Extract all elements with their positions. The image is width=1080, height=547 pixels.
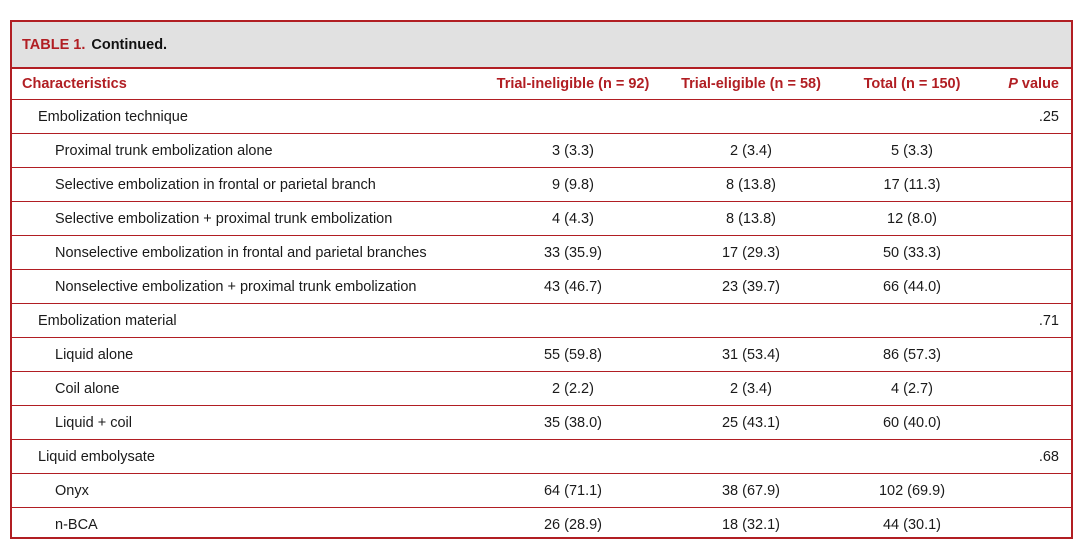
table-title-text: Continued. [91,36,168,53]
table-row [12,338,1071,372]
cell-ineligible [484,440,662,474]
row-label: Liquid + coil [12,406,484,440]
cell-p-value [984,406,1071,440]
cell-p-value: .25 [984,100,1071,134]
cell-p-value [984,236,1071,270]
cell-eligible: 2 (3.4) [662,372,840,406]
header-characteristics: Characteristics [12,69,484,100]
header-row [12,69,1071,100]
table-row [12,440,1071,474]
cell-total [840,100,984,134]
cell-ineligible: 43 (46.7) [484,270,662,304]
cell-ineligible: 3 (3.3) [484,134,662,168]
table-row [12,304,1071,338]
row-label: Coil alone [12,372,484,406]
cell-eligible: 23 (39.7) [662,270,840,304]
cell-eligible: 8 (13.8) [662,202,840,236]
row-label: Selective embolization + proximal trunk embolization [12,202,484,236]
cell-p-value [984,168,1071,202]
table-row [12,202,1071,236]
cell-total [840,440,984,474]
cell-p-value [984,508,1071,540]
row-label: Nonselective embolization in frontal and parietal branches [12,236,484,270]
cell-p-value: .71 [984,304,1071,338]
row-label: Proximal trunk embolization alone [12,134,484,168]
cell-eligible [662,440,840,474]
table-row [12,372,1071,406]
cell-eligible: 31 (53.4) [662,338,840,372]
cell-p-value [984,474,1071,508]
cell-ineligible: 4 (4.3) [484,202,662,236]
row-label: Onyx [12,474,484,508]
header-p-value [984,69,1071,100]
table-row [12,236,1071,270]
cell-ineligible: 64 (71.1) [484,474,662,508]
row-label: Embolization technique [12,100,484,134]
cell-eligible: 8 (13.8) [662,168,840,202]
cell-total: 60 (40.0) [840,406,984,440]
cell-total: 17 (11.3) [840,168,984,202]
cell-total [840,304,984,338]
cell-total: 102 (69.9) [840,474,984,508]
row-label: n-BCA [55,516,98,533]
cell-ineligible [484,304,662,338]
cell-p-value [984,338,1071,372]
cell-p-value [984,372,1071,406]
cell-total: 86 (57.3) [840,338,984,372]
row-label: Selective embolization in frontal or parietal branch [12,168,484,202]
table-row [12,168,1071,202]
cell-ineligible: 26 (28.9) [543,516,603,533]
row-label: Nonselective embolization + proximal trunk embolization [12,270,484,304]
cell-total: 66 (44.0) [840,270,984,304]
cell-ineligible: 2 (2.2) [484,372,662,406]
header-trial-eligible: Trial-eligible (n = 58) [662,69,840,100]
table-row [12,134,1071,168]
table-row [12,406,1071,440]
table-row [12,270,1071,304]
cell-p-value: .68 [984,440,1071,474]
header-p-word: value [1021,76,1059,92]
table-container [10,20,1073,539]
table-title [12,22,1071,69]
cell-p-value [984,134,1071,168]
cell-eligible: 25 (43.1) [662,406,840,440]
cell-eligible: 38 (67.9) [662,474,840,508]
row-label: Liquid alone [12,338,484,372]
cell-total: 5 (3.3) [840,134,984,168]
table-title-label: TABLE 1. [22,36,86,53]
cell-ineligible: 55 (59.8) [484,338,662,372]
cell-total: 12 (8.0) [840,202,984,236]
cell-p-value [984,202,1071,236]
header-total: Total (n = 150) [840,69,984,100]
row-label: Liquid embolysate [12,440,484,474]
data-table [12,69,1071,539]
table-row [12,508,1071,540]
table-row [12,100,1071,134]
cell-total: 50 (33.3) [840,236,984,270]
cell-ineligible: 33 (35.9) [484,236,662,270]
cell-total: 4 (2.7) [840,372,984,406]
cell-ineligible: 9 (9.8) [484,168,662,202]
table-row [12,474,1071,508]
cell-eligible [662,304,840,338]
cell-p-value [984,270,1071,304]
cell-eligible: 2 (3.4) [662,134,840,168]
header-trial-ineligible: Trial-ineligible (n = 92) [484,69,662,100]
cell-total: 44 (30.1) [882,516,942,533]
cell-ineligible [484,100,662,134]
cell-ineligible: 35 (38.0) [484,406,662,440]
cell-eligible: 18 (32.1) [721,516,781,533]
cell-eligible: 17 (29.3) [662,236,840,270]
cell-eligible [662,100,840,134]
row-label: Embolization material [12,304,484,338]
header-p-letter: P [1008,76,1018,92]
